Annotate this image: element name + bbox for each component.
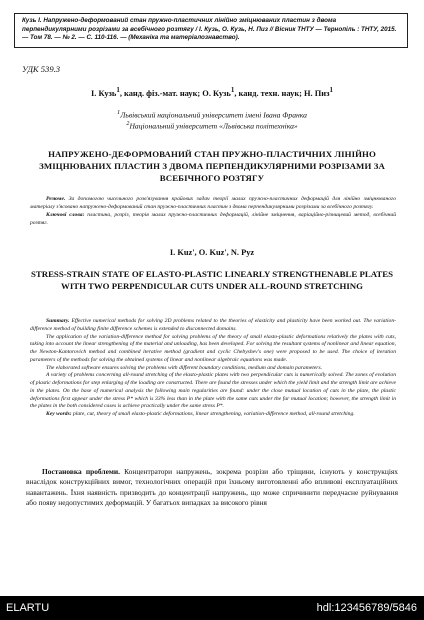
- title-english: STRESS-STRAIN STATE OF ELASTO-PLASTIC LINEARLY STRENGTHENABLE PLATES WITH TWO PERPENDICULAR CUTS UNDER ALL-ROUND STRETCHING: [30, 269, 394, 292]
- repository-footer: [0, 596, 424, 620]
- authors-ukrainian: І. Кузь$^1$, канд. фіз.-мат. наук; О. Кузь$^1$, канд. техн. наук; Н. Пиз$^1$: [91, 86, 333, 98]
- title-ukrainian: НАПРУЖЕНО-ДЕФОРМОВАНИЙ СТАН ПРУЖНО-ПЛАСТИЧНИХ ЛІНІЙНО ЗМІЦНЮВАНИХ ПЛАСТИН З ДВОМА ПЕРПЕНДИКУЛЯРНИМИ РОЗРІЗАМИ ЗА ВСЕБІЧНОГО РОЗТЯГУ: [39, 149, 385, 184]
- summary-english: Summary. Effective numerical methods for solving 2D problems related to the theories of elasticity and plasticity have been worked out. The variation-difference method of building finite difference schemes is extended to disconnected domains. The application of the variation-difference method for solving problems of the theory of small elasto-plastic deformations relatively the plates with cuts, taking into account the linear strengthening of the material and unloading, has been developed. For solving the resultant systems of nonlinear and linear equation, the Newton-Kantorovich method and combined iterative method (gradient and cyclic Chebyshev's one) were proposed to be used. The choice of iteration parameters of the methods for solving the obtained systems of linear and nonlinear algebraic equations was made. The elaborated software ensures solving the problems with different boundary conditions, medium and domain parameters. A variety of problems concerning all-round stretching of the elasto-plastic plates with two perpendicular cuts is numerically solved. The zones of evolution of plastic deformations for step enlarging of the loading are constructed. There are found the stresses under which the yield limit and the strength limit are achieve in the plates. On the base of numerical analysis the following main regularities are found: under the close mutual location of cuts in the plate, the plastic deformations first appear under the stress P* which is 33% less than in the plate with the same cuts under the far mutual location; however, the strength limit in the plates in the both considered cases is achieve practically under the same stress P*. Key words: plate, cut, theory of small elasto-plastic deformations, linear strengthening, variation-difference method, all-round stretching.: [30, 318, 396, 417]
- body-text: Постановка проблеми. Концентратори напружень, зокрема розрізи або тріщини, існують у конструкціях внаслідок конструкційних вимог, технологічних операцій при їхньому виготовленні або впливові експлуатаційних навантажень. Їхня наявність призводить до концентрації напружень, що може спричинити передчасне руйнування або появу недопустимих деформацій. У багатьох випадках за високого рівня: [26, 467, 398, 507]
- affiliation-1: $^1$Львівський національний університет імені Івана Франка: [117, 109, 307, 120]
- repository-name: ELARTU: [6, 602, 50, 614]
- citation-text: Кузь І. Напружено-деформований стан пружно-пластичних лінійно зміцнюваних пластин з двома перпендикулярними розрізами за всебічного розтягу / І. Кузь, О. Кузь, Н. Пиз // Вісник ТНТУ — Тернопіль : ТНТУ, 2015. — Том 78. — № 2. — С. 110-116. — (Механіка та матеріалознавство).: [22, 17, 397, 42]
- abstract-ukrainian: Резюме. За допомогою чисельного розв'язування крайових задач теорії малих пружно-пластичних деформацій для лінійно зміцнюваного матеріалу з'ясовано напружено-деформований стан пружно-пластичних пластин з двома перпендикулярними розрізами за всебічного розтягу. Ключові слова: пластина, розріз, теорія малих пружно-пластичних деформацій, лінійне зміцнення, варіаційно-різницевий метод, всебічний розтяг.: [30, 196, 396, 226]
- handle-identifier[interactable]: hdl:123456789/5846: [316, 602, 417, 614]
- udk-code: УДК 539.3: [22, 64, 61, 74]
- authors-english: I. Kuz', O. Kuz', N. Pyz: [169, 248, 255, 257]
- affiliation-2: $^2$Національний університет «Львівська політехніка»: [126, 120, 298, 131]
- citation-header: [14, 13, 408, 48]
